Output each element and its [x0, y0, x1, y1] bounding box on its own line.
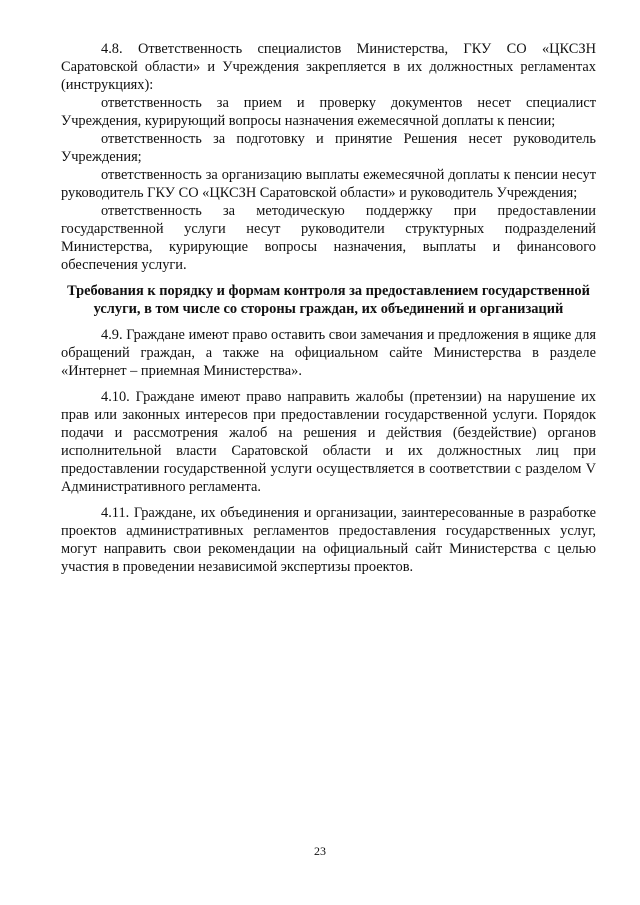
paragraph-responsibility-payment: ответственность за организацию выплаты ежемесячной доплаты к пенсии несут руководитель ГКУ СО «ЦКСЗН Саратовской области» и руководитель Учреждения; [61, 167, 596, 201]
section-heading: Требования к порядку и формам контроля за предоставлением государственной услуги, в том числе со стороны граждан, их объединений и организаций [67, 283, 590, 317]
paragraph-responsibility-intake: ответственность за прием и проверку документов несет специалист Учреждения, курирующий вопросы назначения ежемесячной доплаты к пенсии; [61, 95, 596, 129]
paragraph-4-9: 4.9. Граждане имеют право оставить свои замечания и предложения в ящике для обращений граждан, а также на официальном сайте Министерства в разделе «Интернет – приемная Министерства». [61, 327, 596, 379]
paragraph-4-8: 4.8. Ответственность специалистов Министерства, ГКУ СО «ЦКСЗН Саратовской области» и Учреждения закрепляется в их должностных регламентах (инструкциях): [61, 41, 596, 93]
document-body [61, 40, 596, 576]
page-number: 23 [314, 844, 326, 858]
paragraph-responsibility-decision: ответственность за подготовку и принятие Решения несет руководитель Учреждения; [61, 131, 596, 165]
paragraph-4-11: 4.11. Граждане, их объединения и организации, заинтересованные в разработке проектов административных регламентов предоставления государственных услуг, могут направить свои рекомендации на официальный сайт Министерства с целью участия в проведении независимой экспертизы проектов. [61, 505, 596, 575]
paragraph-4-10: 4.10. Граждане имеют право направить жалобы (претензии) на нарушение их прав или законных интересов при предоставлении государственной услуги. Порядок подачи и рассмотрения жалоб на решения и действия (бездействие) органов исполнительной власти Саратовской области и их должностных лиц при предоставлении государственной услуги осуществляется в соответствии с разделом V Административного регламента. [61, 389, 596, 495]
paragraph-responsibility-methodology: ответственность за методическую поддержку при предоставлении государственной услуги несут руководители структурных подразделений Министерства, курирующие вопросы назначения, выплаты и финансового обеспечения услуги. [61, 203, 596, 273]
